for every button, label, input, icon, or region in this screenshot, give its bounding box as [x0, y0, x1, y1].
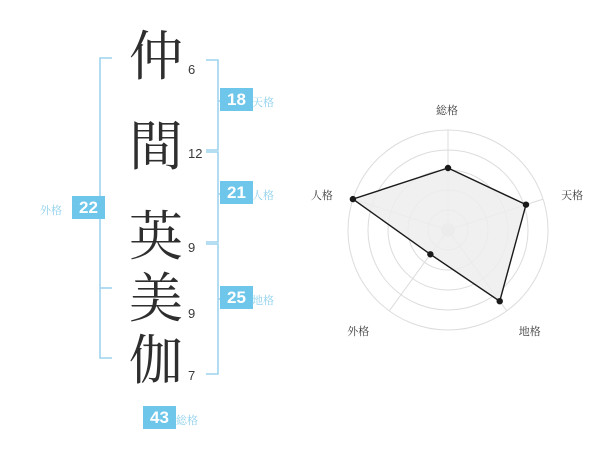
score-value-jinkaku: 21	[220, 181, 253, 204]
radar-axis-label-soukaku: 総格	[436, 105, 458, 117]
name-character: 伽	[129, 329, 183, 392]
stroke-count: 12	[188, 146, 203, 161]
score-label-chikaku: 地格	[252, 295, 274, 307]
score-label-jinkaku: 人格	[252, 190, 274, 202]
stroke-count: 9	[188, 240, 196, 255]
radar-axis-label-chikaku: 地格	[518, 325, 541, 338]
name-character: 美	[129, 267, 183, 330]
stroke-count: 6	[188, 62, 196, 77]
score-value-chikaku: 25	[220, 286, 253, 309]
score-label-tenkaku: 天格	[252, 97, 274, 109]
name-character: 英	[129, 205, 183, 268]
radar-data-point	[523, 201, 529, 207]
radar-data-point	[350, 196, 356, 202]
radar-chart-svg	[300, 80, 600, 390]
score-value-gaikaku: 22	[72, 196, 105, 219]
radar-data-point	[427, 251, 433, 257]
score-value-soukaku: 43	[143, 406, 176, 429]
radar-chart	[300, 80, 600, 390]
score-label-soukaku: 総格	[176, 415, 198, 427]
radar-data-point	[497, 298, 503, 304]
stroke-count: 9	[188, 306, 196, 321]
score-value-tenkaku: 18	[220, 88, 253, 111]
radar-series-polygon	[353, 168, 526, 301]
radar-axis-label-tenkaku: 天格	[561, 190, 584, 203]
score-label-gaikaku: 外格	[40, 205, 62, 217]
stroke-count: 7	[188, 368, 196, 383]
radar-data-point	[445, 165, 451, 171]
radar-axis-label-jinkaku: 人格	[310, 190, 333, 203]
name-character: 間	[129, 115, 183, 178]
radar-axis-label-gaikaku: 外格	[347, 325, 370, 338]
name-character: 仲	[129, 25, 183, 88]
